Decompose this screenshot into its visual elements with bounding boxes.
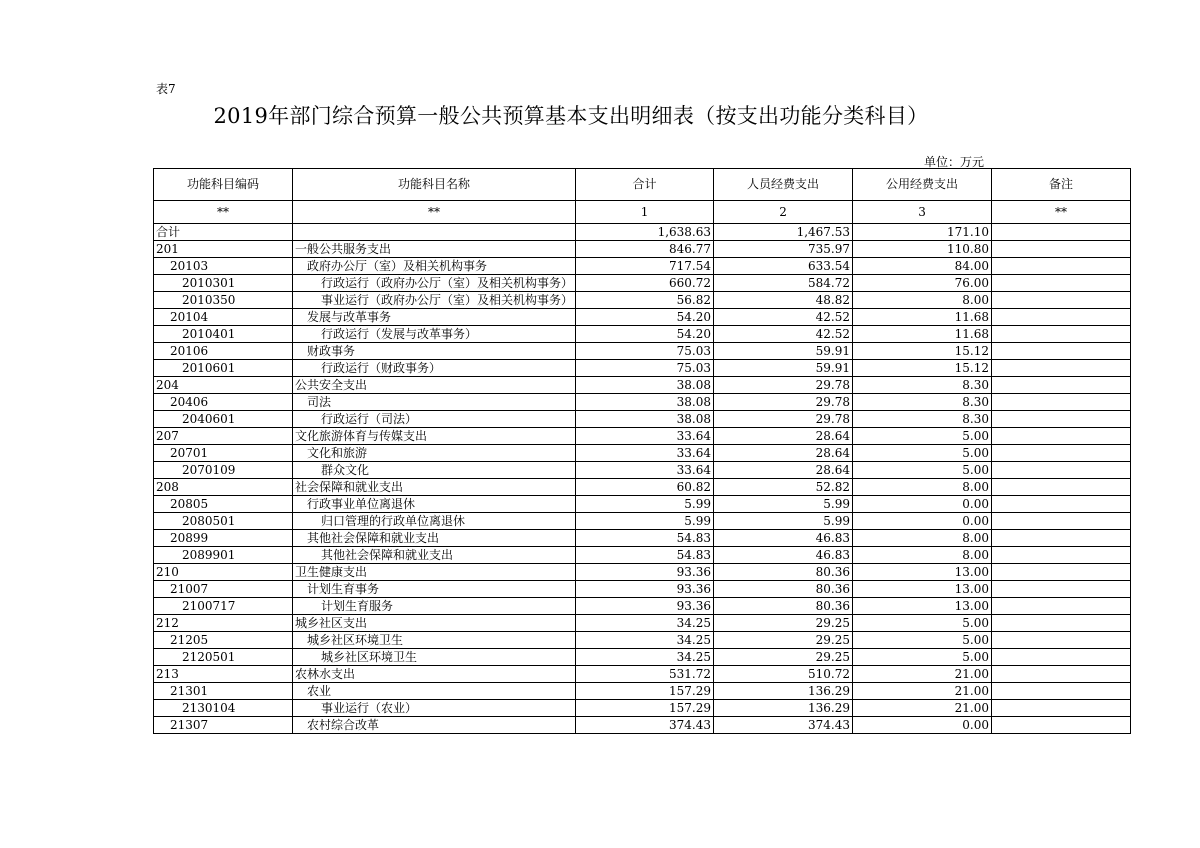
row-note <box>992 462 1131 479</box>
row-note <box>992 241 1131 258</box>
row-code: 208 <box>154 479 293 496</box>
row-total: 33.64 <box>576 462 714 479</box>
row-personnel: 48.82 <box>714 292 853 309</box>
row-total: 5.99 <box>576 496 714 513</box>
row-code: 21205 <box>154 632 293 649</box>
row-total: 157.29 <box>576 700 714 717</box>
row-public: 76.00 <box>853 275 992 292</box>
row-personnel: 29.78 <box>714 377 853 394</box>
row-personnel: 52.82 <box>714 479 853 496</box>
row-personnel: 59.91 <box>714 343 853 360</box>
row-total: 34.25 <box>576 632 714 649</box>
row-code: 20701 <box>154 445 293 462</box>
index-personnel: 2 <box>714 201 853 224</box>
row-public: 13.00 <box>853 564 992 581</box>
row-personnel: 374.43 <box>714 717 853 734</box>
row-public: 13.00 <box>853 598 992 615</box>
row-note <box>992 581 1131 598</box>
budget-table-body <box>154 169 1131 734</box>
row-public: 11.68 <box>853 326 992 343</box>
row-total: 33.64 <box>576 428 714 445</box>
row-personnel: 80.36 <box>714 598 853 615</box>
row-note <box>992 258 1131 275</box>
row-note <box>992 683 1131 700</box>
row-personnel: 29.78 <box>714 411 853 428</box>
row-note <box>992 666 1131 683</box>
row-personnel: 28.64 <box>714 462 853 479</box>
row-personnel: 29.78 <box>714 394 853 411</box>
row-name: 城乡社区环境卫生 <box>293 632 576 649</box>
row-name: 行政运行（政府办公厅（室）及相关机构事务） <box>293 275 576 292</box>
row-personnel: 80.36 <box>714 564 853 581</box>
row-personnel: 633.54 <box>714 258 853 275</box>
row-code: 20406 <box>154 394 293 411</box>
row-public: 5.00 <box>853 632 992 649</box>
index-name: ** <box>293 201 576 224</box>
row-code: 2010601 <box>154 360 293 377</box>
row-code: 合计 <box>154 224 293 241</box>
row-total: 56.82 <box>576 292 714 309</box>
row-code: 20805 <box>154 496 293 513</box>
row-personnel: 80.36 <box>714 581 853 598</box>
row-public: 8.30 <box>853 411 992 428</box>
row-name: 行政运行（财政事务） <box>293 360 576 377</box>
row-code: 2100717 <box>154 598 293 615</box>
row-public: 0.00 <box>853 717 992 734</box>
row-note <box>992 717 1131 734</box>
row-note <box>992 530 1131 547</box>
row-total: 38.08 <box>576 377 714 394</box>
row-code: 21307 <box>154 717 293 734</box>
budget-table <box>153 168 1131 734</box>
table-row <box>154 309 1131 326</box>
table-row <box>154 462 1131 479</box>
row-name: 计划生育服务 <box>293 598 576 615</box>
row-public: 0.00 <box>853 513 992 530</box>
table-row <box>154 394 1131 411</box>
row-code: 21301 <box>154 683 293 700</box>
row-personnel: 28.64 <box>714 445 853 462</box>
index-public: 3 <box>853 201 992 224</box>
header-public: 公用经费支出 <box>853 169 992 201</box>
row-note <box>992 292 1131 309</box>
row-total: 846.77 <box>576 241 714 258</box>
row-name: 卫生健康支出 <box>293 564 576 581</box>
row-total: 34.25 <box>576 615 714 632</box>
header-row <box>154 169 1131 201</box>
row-note <box>992 598 1131 615</box>
table-row <box>154 513 1131 530</box>
row-total: 34.25 <box>576 649 714 666</box>
row-public: 5.00 <box>853 445 992 462</box>
row-note <box>992 377 1131 394</box>
row-note <box>992 564 1131 581</box>
row-name <box>293 224 576 241</box>
row-total: 93.36 <box>576 581 714 598</box>
row-personnel: 1,467.53 <box>714 224 853 241</box>
row-total: 38.08 <box>576 411 714 428</box>
row-public: 15.12 <box>853 360 992 377</box>
row-public: 21.00 <box>853 700 992 717</box>
table-row <box>154 547 1131 564</box>
row-personnel: 42.52 <box>714 309 853 326</box>
row-code: 201 <box>154 241 293 258</box>
row-name: 行政事业单位离退休 <box>293 496 576 513</box>
table-row <box>154 326 1131 343</box>
index-total: 1 <box>576 201 714 224</box>
table-row <box>154 411 1131 428</box>
row-note <box>992 632 1131 649</box>
row-public: 8.00 <box>853 292 992 309</box>
row-public: 8.00 <box>853 547 992 564</box>
row-public: 21.00 <box>853 666 992 683</box>
row-public: 13.00 <box>853 581 992 598</box>
unit-label: 单位：万元 <box>923 155 984 169</box>
row-code: 207 <box>154 428 293 445</box>
row-note <box>992 360 1131 377</box>
row-name: 其他社会保障和就业支出 <box>293 547 576 564</box>
row-code: 20104 <box>154 309 293 326</box>
table-row <box>154 615 1131 632</box>
table-row <box>154 479 1131 496</box>
table-row <box>154 445 1131 462</box>
row-total: 54.83 <box>576 547 714 564</box>
row-name: 群众文化 <box>293 462 576 479</box>
row-name: 文化旅游体育与传媒支出 <box>293 428 576 445</box>
row-public: 11.68 <box>853 309 992 326</box>
index-note: ** <box>992 201 1131 224</box>
table-row <box>154 598 1131 615</box>
table-row <box>154 717 1131 734</box>
table-row <box>154 275 1131 292</box>
table-row <box>154 258 1131 275</box>
row-total: 5.99 <box>576 513 714 530</box>
row-note <box>992 275 1131 292</box>
row-total: 717.54 <box>576 258 714 275</box>
row-code: 2010350 <box>154 292 293 309</box>
row-total: 54.83 <box>576 530 714 547</box>
row-note <box>992 411 1131 428</box>
row-note <box>992 309 1131 326</box>
row-personnel: 28.64 <box>714 428 853 445</box>
header-total: 合计 <box>576 169 714 201</box>
row-note <box>992 394 1131 411</box>
table-row <box>154 666 1131 683</box>
row-note <box>992 649 1131 666</box>
row-name: 行政运行（发展与改革事务） <box>293 326 576 343</box>
row-public: 0.00 <box>853 496 992 513</box>
row-personnel: 5.99 <box>714 496 853 513</box>
row-note <box>992 428 1131 445</box>
row-total: 60.82 <box>576 479 714 496</box>
row-name: 文化和旅游 <box>293 445 576 462</box>
row-public: 8.30 <box>853 377 992 394</box>
row-name: 财政事务 <box>293 343 576 360</box>
row-personnel: 29.25 <box>714 632 853 649</box>
table-row <box>154 530 1131 547</box>
row-personnel: 735.97 <box>714 241 853 258</box>
header-code: 功能科目编码 <box>154 169 293 201</box>
row-name: 城乡社区支出 <box>293 615 576 632</box>
row-code: 20103 <box>154 258 293 275</box>
row-name: 行政运行（司法） <box>293 411 576 428</box>
row-personnel: 5.99 <box>714 513 853 530</box>
row-code: 20106 <box>154 343 293 360</box>
row-note <box>992 445 1131 462</box>
row-code: 2070109 <box>154 462 293 479</box>
row-name: 农林水支出 <box>293 666 576 683</box>
row-note <box>992 615 1131 632</box>
header-personnel: 人员经费支出 <box>714 169 853 201</box>
row-code: 20899 <box>154 530 293 547</box>
row-total: 54.20 <box>576 309 714 326</box>
row-public: 8.00 <box>853 479 992 496</box>
row-name: 一般公共服务支出 <box>293 241 576 258</box>
table-row <box>154 224 1131 241</box>
row-personnel: 136.29 <box>714 700 853 717</box>
row-total: 1,638.63 <box>576 224 714 241</box>
row-public: 15.12 <box>853 343 992 360</box>
row-code: 21007 <box>154 581 293 598</box>
row-code: 204 <box>154 377 293 394</box>
row-total: 38.08 <box>576 394 714 411</box>
row-code: 2130104 <box>154 700 293 717</box>
row-code: 2010301 <box>154 275 293 292</box>
header-name: 功能科目名称 <box>293 169 576 201</box>
row-personnel: 584.72 <box>714 275 853 292</box>
row-code: 2080501 <box>154 513 293 530</box>
row-name: 事业运行（政府办公厅（室）及相关机构事务） <box>293 292 576 309</box>
row-note <box>992 700 1131 717</box>
row-code: 2089901 <box>154 547 293 564</box>
row-name: 其他社会保障和就业支出 <box>293 530 576 547</box>
row-total: 93.36 <box>576 564 714 581</box>
row-public: 5.00 <box>853 428 992 445</box>
row-personnel: 29.25 <box>714 649 853 666</box>
row-public: 5.00 <box>853 649 992 666</box>
row-code: 212 <box>154 615 293 632</box>
row-personnel: 59.91 <box>714 360 853 377</box>
row-note <box>992 513 1131 530</box>
table-row <box>154 360 1131 377</box>
row-code: 2120501 <box>154 649 293 666</box>
row-total: 374.43 <box>576 717 714 734</box>
row-name: 城乡社区环境卫生 <box>293 649 576 666</box>
row-personnel: 46.83 <box>714 530 853 547</box>
table-row <box>154 241 1131 258</box>
row-name: 事业运行（农业） <box>293 700 576 717</box>
row-personnel: 136.29 <box>714 683 853 700</box>
table-row <box>154 292 1131 309</box>
row-personnel: 42.52 <box>714 326 853 343</box>
row-public: 8.30 <box>853 394 992 411</box>
row-total: 157.29 <box>576 683 714 700</box>
row-total: 75.03 <box>576 343 714 360</box>
table-number: 表7 <box>156 82 176 96</box>
header-note: 备注 <box>992 169 1131 201</box>
row-name: 社会保障和就业支出 <box>293 479 576 496</box>
row-personnel: 29.25 <box>714 615 853 632</box>
table-row <box>154 700 1131 717</box>
table-row <box>154 632 1131 649</box>
table-row <box>154 649 1131 666</box>
row-total: 93.36 <box>576 598 714 615</box>
row-code: 2040601 <box>154 411 293 428</box>
row-note <box>992 547 1131 564</box>
row-name: 司法 <box>293 394 576 411</box>
row-total: 531.72 <box>576 666 714 683</box>
index-code: ** <box>154 201 293 224</box>
row-public: 110.80 <box>853 241 992 258</box>
row-public: 171.10 <box>853 224 992 241</box>
table-row <box>154 343 1131 360</box>
row-total: 75.03 <box>576 360 714 377</box>
index-row <box>154 201 1131 224</box>
row-note <box>992 343 1131 360</box>
row-name: 公共安全支出 <box>293 377 576 394</box>
row-note <box>992 496 1131 513</box>
row-public: 21.00 <box>853 683 992 700</box>
row-public: 84.00 <box>853 258 992 275</box>
table-row <box>154 683 1131 700</box>
row-name: 政府办公厅（室）及相关机构事务 <box>293 258 576 275</box>
row-name: 发展与改革事务 <box>293 309 576 326</box>
table-row <box>154 564 1131 581</box>
row-personnel: 510.72 <box>714 666 853 683</box>
row-code: 210 <box>154 564 293 581</box>
row-code: 213 <box>154 666 293 683</box>
row-note <box>992 479 1131 496</box>
row-name: 归口管理的行政单位离退休 <box>293 513 576 530</box>
row-name: 计划生育事务 <box>293 581 576 598</box>
row-total: 54.20 <box>576 326 714 343</box>
row-total: 33.64 <box>576 445 714 462</box>
row-public: 8.00 <box>853 530 992 547</box>
table-row <box>154 496 1131 513</box>
row-public: 5.00 <box>853 615 992 632</box>
row-name: 农村综合改革 <box>293 717 576 734</box>
row-public: 5.00 <box>853 462 992 479</box>
table-row <box>154 581 1131 598</box>
row-note <box>992 224 1131 241</box>
row-code: 2010401 <box>154 326 293 343</box>
table-row <box>154 428 1131 445</box>
table-row <box>154 377 1131 394</box>
row-name: 农业 <box>293 683 576 700</box>
row-personnel: 46.83 <box>714 547 853 564</box>
row-total: 660.72 <box>576 275 714 292</box>
document-title: 2019年部门综合预算一般公共预算基本支出明细表（按支出功能分类科目） <box>213 104 929 128</box>
row-note <box>992 326 1131 343</box>
